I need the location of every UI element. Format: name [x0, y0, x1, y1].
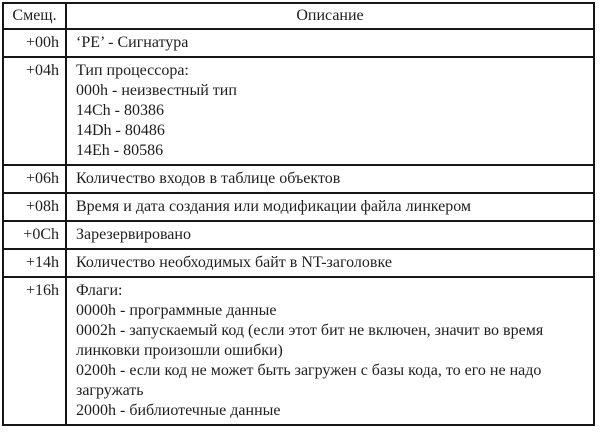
description-cell	[66, 29, 594, 57]
table-row	[3, 249, 594, 277]
description-line: Зарезервировано	[76, 226, 191, 243]
offset-column-header: Смещ.	[3, 3, 66, 29]
description-line: 2000h - библиотечные данные	[76, 402, 281, 419]
description-line: 14Eh - 80586	[76, 142, 164, 159]
offset-cell: +00h	[3, 29, 66, 57]
pe-header-table	[2, 2, 595, 426]
description-line: 0002h - запускаемый код (если этот бит не включен, значит во время линковки произошли ошибки)	[76, 322, 544, 359]
description-cell	[66, 249, 594, 277]
description-cell	[66, 193, 594, 221]
description-line: Количество входов в таблице объектов	[76, 170, 341, 187]
description-line: Флаги:	[76, 282, 123, 299]
description-line: 0000h - программные данные	[76, 302, 277, 319]
offset-cell: +0Ch	[3, 221, 66, 249]
description-line: 000h - неизвестный тип	[76, 82, 237, 99]
description-line: Тип процессора:	[76, 62, 189, 79]
offset-cell: +16h	[3, 277, 66, 425]
description-column-header: Описание	[66, 3, 594, 29]
offset-cell: +08h	[3, 193, 66, 221]
description-line: 14Dh - 80486	[76, 122, 165, 139]
table-row	[3, 221, 594, 249]
table-row	[3, 277, 594, 425]
description-line: 14Ch - 80386	[76, 102, 164, 119]
description-cell	[66, 221, 594, 249]
header-row	[3, 3, 594, 29]
offset-cell: +06h	[3, 165, 66, 193]
table-body	[3, 29, 594, 425]
description-line: ‘PE’ - Сигнатура	[76, 34, 189, 51]
description-line: Количество необходимых байт в NT-заголовке	[76, 254, 392, 271]
description-cell	[66, 165, 594, 193]
table-row	[3, 57, 594, 165]
description-line: 0200h - если код не может быть загружен с базы кода, то его не надо загружать	[76, 362, 542, 399]
table-row	[3, 193, 594, 221]
table-row	[3, 29, 594, 57]
description-line: Время и дата создания или модификации файла линкером	[76, 198, 472, 215]
table-row	[3, 165, 594, 193]
description-cell	[66, 57, 594, 165]
offset-cell: +04h	[3, 57, 66, 165]
description-cell	[66, 277, 594, 425]
offset-cell: +14h	[3, 249, 66, 277]
